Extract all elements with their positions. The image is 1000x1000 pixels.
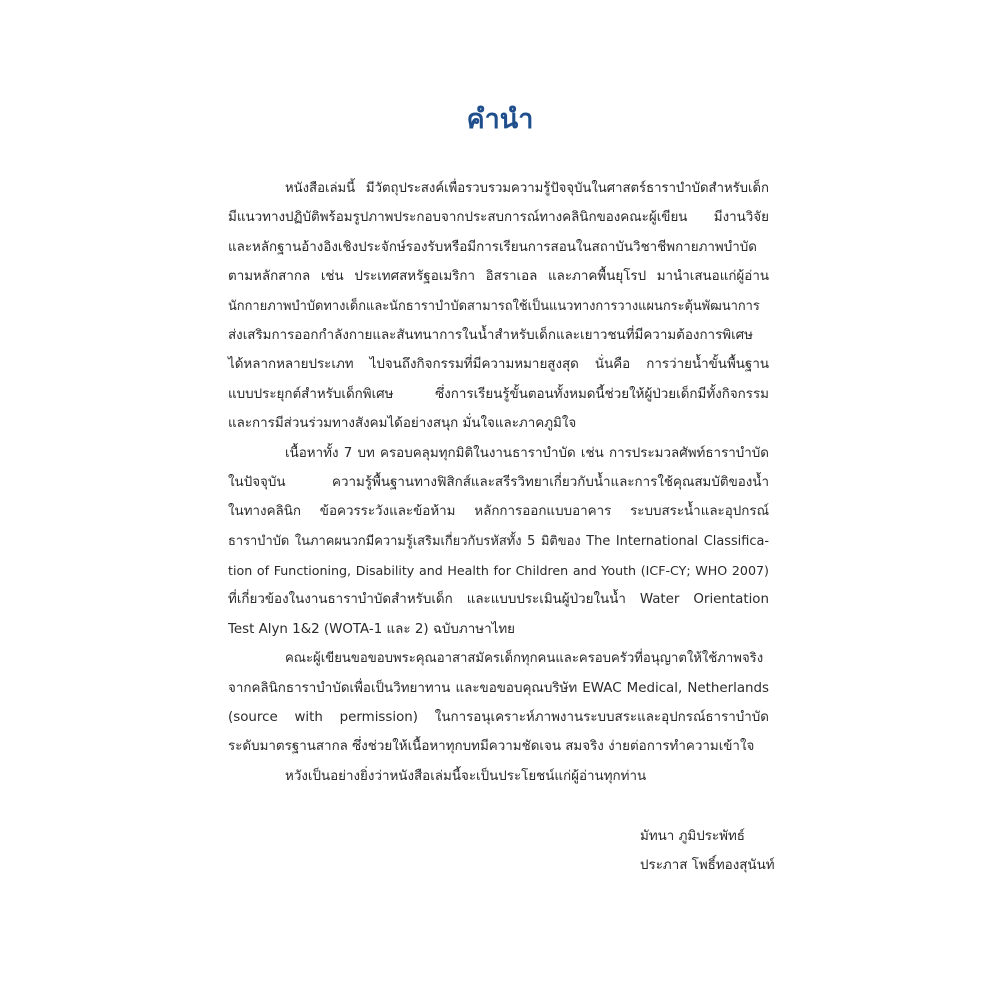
paragraph-1-line-3: และหลักฐานอ้างอิงเชิงประจักษ์รองรับหรือมีการเรียนการสอนในสถาบันวิชาชีพกายภาพบำบัด (228, 239, 757, 255)
paragraph-1-line-8: แบบประยุกต์สำหรับเด็กพิเศษ ซึ่งการเรียนรู้ขั้นตอนทั้งหมดนี้ช่วยให้ผู้ป่วยเด็กมีทั้งกิจกรรม (228, 386, 769, 402)
author-name-2: ประภาส โพธิ์ทองสุนันท์ (640, 858, 775, 874)
paragraph-3-line-3: (source with permission) ในการอนุเคราะห์ภาพงานระบบสระและอุปกรณ์ธาราบำบัด (228, 710, 769, 726)
author-name-1: มัทนา ภูมิประพัทธ์ (640, 829, 745, 844)
paragraph-1-line-7: ได้หลากหลายประเภท ไปจนถึงกิจกรรมที่มีความหมายสูงสุด นั่นคือ การว่ายน้ำขั้นพื้นฐาน (228, 357, 769, 373)
paragraph-1-line-2: มีแนวทางปฏิบัติพร้อมรูปภาพประกอบจากประสบการณ์ทางคลินิกของคณะผู้เขียน มีงานวิจัย (228, 210, 769, 226)
paragraph-2-line-4: ธาราบำบัด ในภาคผนวกมีความรู้เสริมเกี่ยวกับรหัสทั้ง 5 มิติของ The International Classifica- (228, 533, 769, 549)
author-signatures (640, 822, 780, 881)
paragraph-3-line-2: จากคลินิกธาราบำบัดเพื่อเป็นวิทยาทาน และขอขอบคุณบริษัท EWAC Medical, Netherlands (228, 680, 769, 696)
paragraph-1-line-6: ส่งเสริมการออกกำลังกายและสันทนาการในน้ำสำหรับเด็กและเยาวชนที่มีความต้องการพิเศษ (228, 327, 754, 343)
paragraph-1-line-9: และการมีส่วนร่วมทางสังคมได้อย่างสนุก มั่นใจและภาคภูมิใจ (228, 416, 577, 432)
paragraph-2-line-5: tion of Functioning, Disability and Health for Children and Youth (ICF-CY; WHO 2007) (228, 563, 769, 579)
paragraph-2-line-7: Test Alyn 1&2 (WOTA-1 และ 2) ฉบับภาษาไทย (228, 621, 516, 637)
paragraph-1-line-1: หนังสือเล่มนี้ มีวัตถุประสงค์เพื่อรวบรวมความรู้ปัจจุบันในศาสตร์ธาราบำบัดสำหรับเด็ก (285, 181, 769, 196)
paragraph-2-line-2: ในปัจจุบัน ความรู้พื้นฐานทางฟิสิกส์และสรีรวิทยาเกี่ยวกับน้ำและการใช้คุณสมบัติของน้ำ (228, 474, 769, 490)
paragraph-2-line-3: ในทางคลินิก ข้อควรระวังและข้อห้าม หลักการออกแบบอาคาร ระบบสระน้ำและอุปกรณ์ (228, 504, 769, 520)
paragraph-2-line-1: เนื้อหาทั้ง 7 บท ครอบคลุมทุกมิติในงานธาราบำบัด เช่น การประมวลศัพท์ธาราบำบัด (285, 445, 769, 461)
paragraph-2-line-6: ที่เกี่ยวข้องในงานธาราบำบัดสำหรับเด็ก และแบบประเมินผู้ป่วยในน้ำ Water Orientation (228, 592, 769, 608)
preface-body (228, 174, 769, 791)
paragraph-1-line-5: นักกายภาพบำบัดทางเด็กและนักธาราบำบัดสามารถใช้เป็นแนวทางการวางแผนกระตุ้นพัฒนาการ (228, 298, 760, 314)
page-title: คำนำ (466, 104, 534, 135)
paragraph-3-line-4: ระดับมาตรฐานสากล ซึ่งช่วยให้เนื้อหาทุกบทมีความชัดเจน สมจริง ง่ายต่อการทำความเข้าใจ (228, 739, 755, 755)
paragraph-1-line-4: ตามหลักสากล เช่น ประเทศสหรัฐอเมริกา อิสราเอล และภาคพื้นยุโรป มานำเสนอแก่ผู้อ่าน (228, 269, 769, 285)
paragraph-4-line-1: หวังเป็นอย่างยิ่งว่าหนังสือเล่มนี้จะเป็นประโยชน์แก่ผู้อ่านทุกท่าน (285, 768, 647, 784)
paragraph-3-line-1: คณะผู้เขียนขอขอบพระคุณอาสาสมัครเด็กทุกคนและครอบครัวที่อนุญาตให้ใช้ภาพจริง (285, 651, 764, 667)
